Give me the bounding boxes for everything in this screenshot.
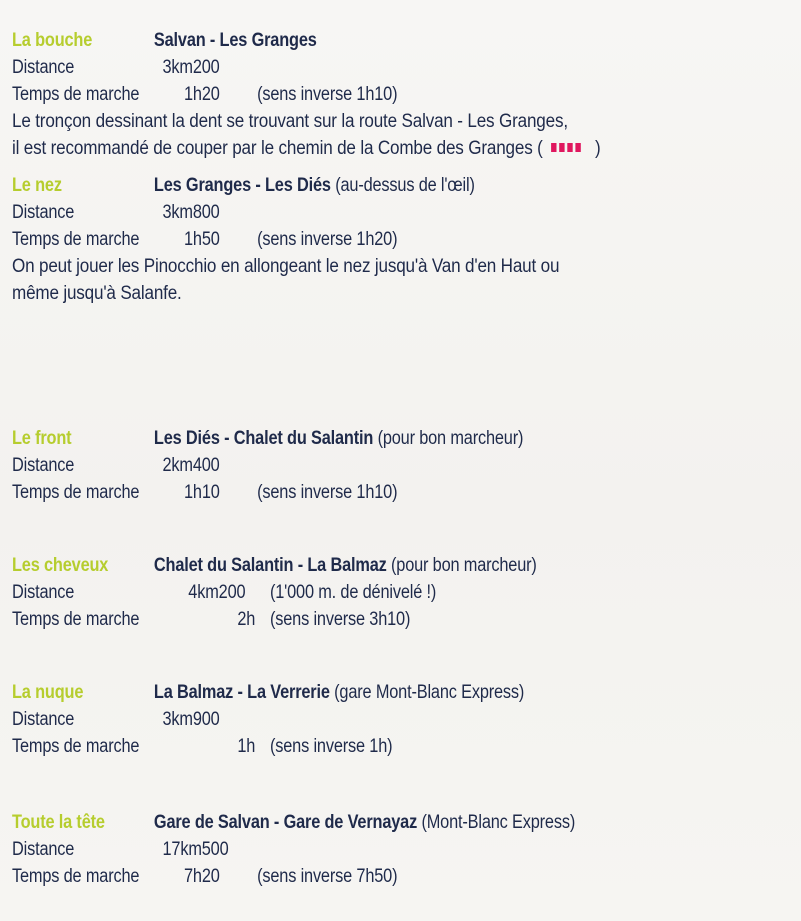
route-name: Gare de Salvan - Gare de Vernayaz: [153, 812, 418, 833]
time-row: [12, 479, 687, 506]
time-value: 2h: [237, 609, 256, 630]
description-line: On peut jouer les Pinocchio en allongeant le nez jusqu'à Van d'en Haut ou: [12, 256, 560, 277]
description-text: il est recommandé de couper par le chemin de la Combe des Granges (: [12, 138, 543, 159]
time-value: 1h10: [184, 482, 220, 503]
time-note: (sens inverse 1h20): [257, 229, 398, 250]
time-row: [12, 733, 687, 760]
time-value: 1h20: [184, 84, 220, 105]
description-line: [12, 135, 719, 162]
time-row: [12, 226, 687, 253]
description-text-end: ): [595, 138, 601, 159]
time-label: Temps de marche: [12, 84, 140, 105]
section-header: [12, 172, 687, 199]
distance-label: Distance: [12, 202, 75, 223]
section-les-cheveux: [12, 552, 797, 633]
section-header: [12, 679, 687, 706]
distance-label: Distance: [12, 455, 75, 476]
section-toute-la-tete: [12, 809, 797, 890]
time-note: (sens inverse 1h10): [257, 84, 398, 105]
distance-label: Distance: [12, 709, 75, 730]
section-le-front: [12, 425, 797, 506]
distance-row: [12, 836, 687, 863]
time-label: Temps de marche: [12, 736, 140, 757]
time-label: Temps de marche: [12, 866, 140, 887]
time-row: [12, 81, 687, 108]
section-header: [12, 425, 687, 452]
route-note: (gare Mont-Blanc Express): [334, 682, 525, 703]
distance-value: 3km200: [162, 57, 220, 78]
distance-row: [12, 706, 687, 733]
route-name: Chalet du Salantin - La Balmaz: [153, 555, 387, 576]
time-value: 7h20: [184, 866, 220, 887]
time-value: 1h: [237, 736, 256, 757]
section-title: La nuque: [12, 682, 84, 703]
time-note: (sens inverse 3h10): [270, 609, 411, 630]
distance-label: Distance: [12, 57, 75, 78]
time-row: [12, 863, 687, 890]
time-note: (sens inverse 1h): [270, 736, 393, 757]
distance-value: 2km400: [162, 455, 220, 476]
route-note: (pour bon marcheur): [391, 555, 537, 576]
distance-value: 17km500: [162, 839, 229, 860]
distance-value: 3km900: [162, 709, 220, 730]
distance-note: (1'000 m. de dénivelé !): [270, 582, 437, 603]
description-line: même jusqu'à Salanfe.: [12, 283, 182, 304]
description-line: Le tronçon dessinant la dent se trouvant sur la route Salvan - Les Granges,: [12, 111, 568, 132]
time-note: (sens inverse 7h50): [257, 866, 398, 887]
section-la-nuque: [12, 679, 797, 760]
time-note: (sens inverse 1h10): [257, 482, 398, 503]
distance-row: [12, 579, 687, 606]
route-name: Les Diés - Chalet du Salantin: [153, 428, 374, 449]
distance-row: [12, 199, 687, 226]
distance-value: 4km200: [188, 582, 246, 603]
time-label: Temps de marche: [12, 482, 140, 503]
time-label: Temps de marche: [12, 609, 140, 630]
section-title: La bouche: [12, 30, 93, 51]
route-note: (au-dessus de l'œil): [335, 175, 475, 196]
section-header: [12, 27, 687, 54]
route-name: La Balmaz - La Verrerie: [153, 682, 330, 703]
route-note: (pour bon marcheur): [377, 428, 524, 449]
section-title: Le front: [12, 428, 72, 449]
route-note: (Mont-Blanc Express): [421, 812, 576, 833]
section-title: Les cheveux: [12, 555, 109, 576]
section-la-bouche: [12, 27, 797, 162]
section-title: Toute la tête: [12, 812, 105, 833]
distance-label: Distance: [12, 839, 75, 860]
distance-value: 3km800: [162, 202, 220, 223]
time-value: 1h50: [184, 229, 220, 250]
time-label: Temps de marche: [12, 229, 140, 250]
distance-row: [12, 54, 687, 81]
time-row: [12, 606, 687, 633]
route-name: Les Granges - Les Diés: [153, 175, 331, 196]
section-header: [12, 809, 687, 836]
distance-row: [12, 452, 687, 479]
section-title: Le nez: [12, 175, 62, 196]
dashed-path-legend-icon: [551, 138, 583, 159]
section-header: [12, 552, 687, 579]
route-name: Salvan - Les Granges: [153, 30, 317, 51]
section-le-nez: [12, 172, 797, 307]
distance-label: Distance: [12, 582, 75, 603]
